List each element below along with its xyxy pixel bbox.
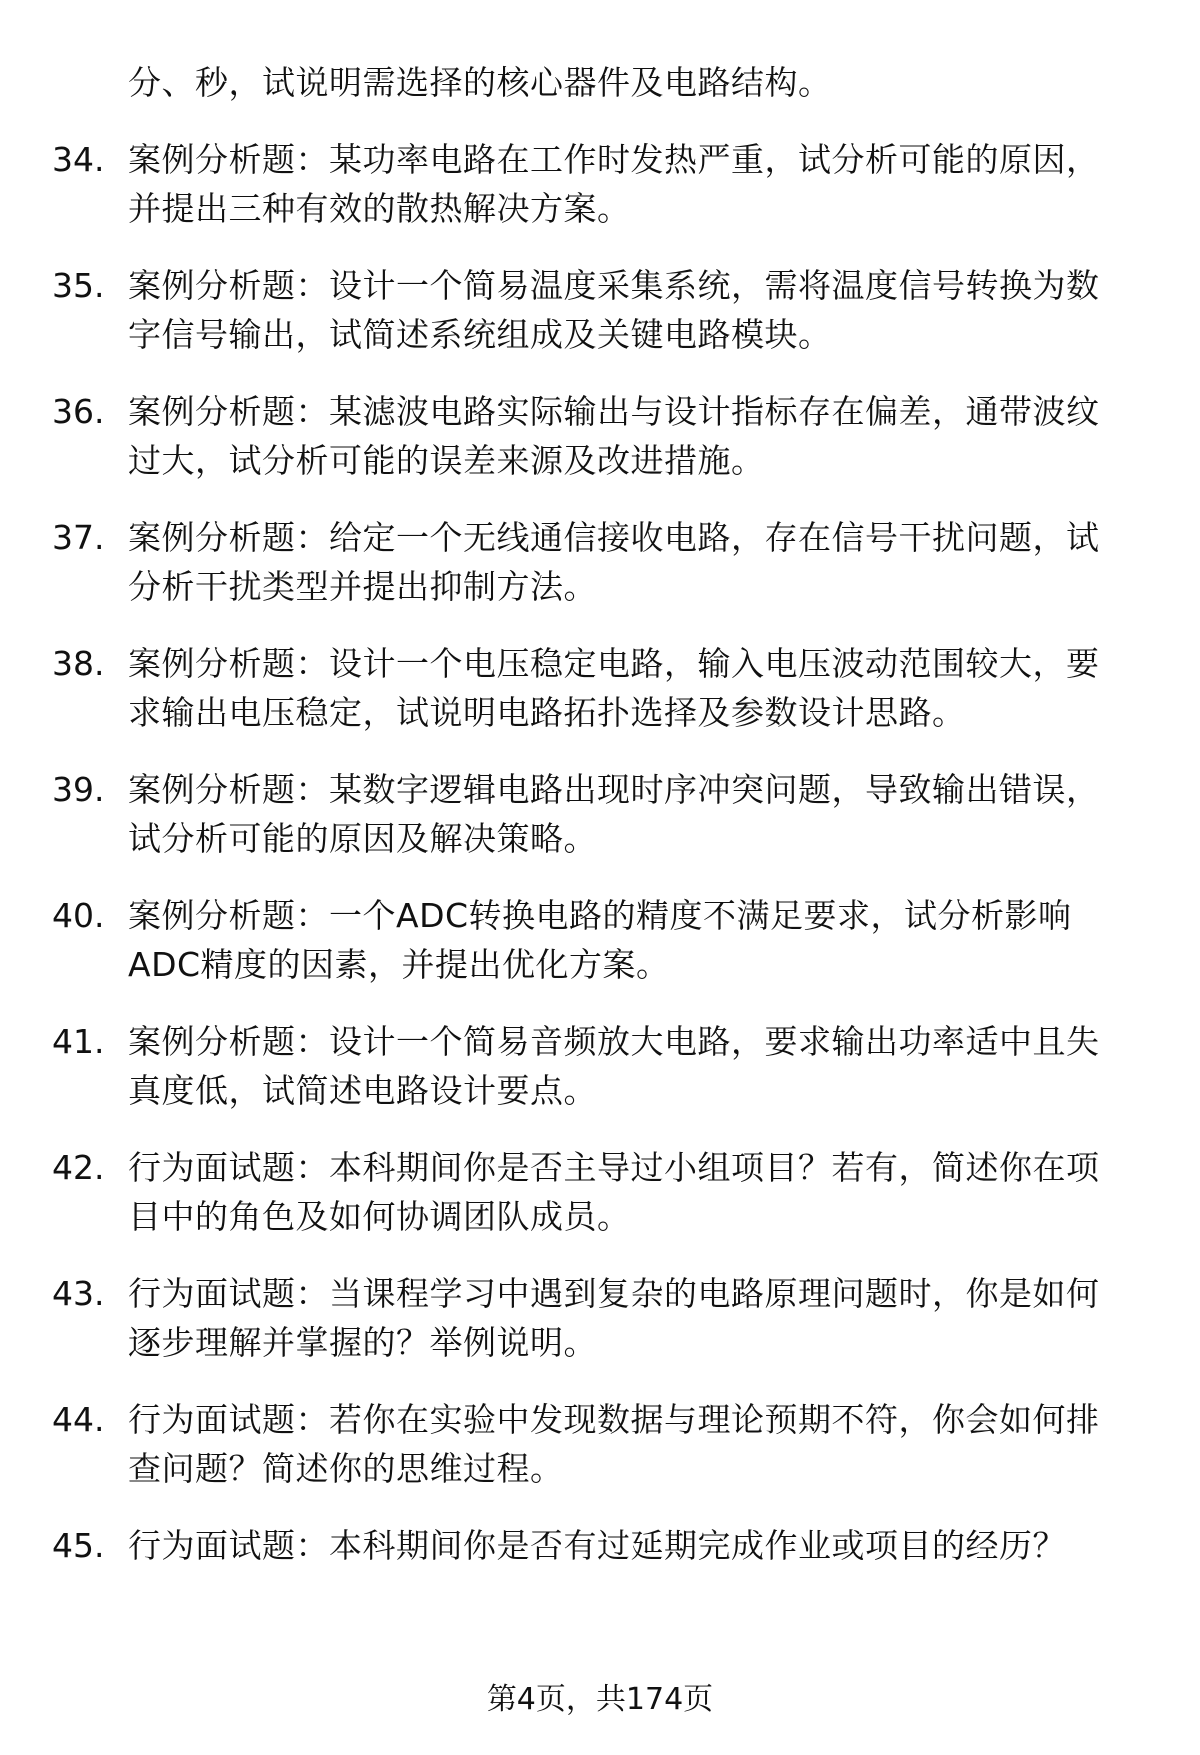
question-text: 行为面试题：本科期间你是否有过延期完成作业或项目的经历？: [128, 1526, 1066, 1565]
question-number: 34.: [52, 140, 105, 179]
question-item-41: [52, 1017, 1152, 1115]
question-item-34: [52, 135, 1152, 233]
question-item-39: [52, 765, 1152, 863]
question-item-43: [52, 1269, 1152, 1367]
question-list: [52, 58, 1152, 1598]
question-text: 案例分析题：一个ADC转换电路的精度不满足要求，试分析影响ADC精度的因素，并提出优化方案。: [128, 896, 1072, 984]
question-item-45: [52, 1521, 1152, 1570]
question-number: 40.: [52, 896, 105, 935]
question-number: 38.: [52, 644, 105, 683]
question-number: 37.: [52, 518, 105, 557]
question-item-42: [52, 1143, 1152, 1241]
question-item-36: [52, 387, 1152, 485]
question-text: 案例分析题：给定一个无线通信接收电路，存在信号干扰问题，试分析干扰类型并提出抑制方法。: [128, 518, 1100, 606]
question-number: 36.: [52, 392, 105, 431]
question-text: 案例分析题：设计一个简易温度采集系统，需将温度信号转换为数字信号输出，试简述系统组成及关键电路模块。: [128, 266, 1100, 354]
question-item-44: [52, 1395, 1152, 1493]
question-text: 案例分析题：设计一个电压稳定电路，输入电压波动范围较大，要求输出电压稳定，试说明电路拓扑选择及参数设计思路。: [128, 644, 1100, 732]
question-number: 44.: [52, 1400, 105, 1439]
question-text: 案例分析题：设计一个简易音频放大电路，要求输出功率适中且失真度低，试简述电路设计要点。: [128, 1022, 1100, 1110]
question-continuation: [52, 58, 1152, 107]
question-number: 39.: [52, 770, 105, 809]
question-text: 分、秒，试说明需选择的核心器件及电路结构。: [128, 63, 832, 102]
question-number: 43.: [52, 1274, 105, 1313]
question-item-37: [52, 513, 1152, 611]
question-text: 行为面试题：当课程学习中遇到复杂的电路原理问题时，你是如何逐步理解并掌握的？举例说明。: [128, 1274, 1100, 1362]
question-item-40: [52, 891, 1152, 989]
question-number: 45.: [52, 1526, 105, 1565]
question-number: 41.: [52, 1022, 105, 1061]
question-text: 案例分析题：某数字逻辑电路出现时序冲突问题，导致输出错误，试分析可能的原因及解决策略。: [128, 770, 1100, 858]
question-text: 案例分析题：某滤波电路实际输出与设计指标存在偏差，通带波纹过大，试分析可能的误差来源及改进措施。: [128, 392, 1100, 480]
question-text: 行为面试题：若你在实验中发现数据与理论预期不符，你会如何排查问题？简述你的思维过程。: [128, 1400, 1100, 1488]
question-item-38: [52, 639, 1152, 737]
question-number: 42.: [52, 1148, 105, 1187]
page-number-footer: 第4页，共174页: [486, 1682, 714, 1717]
question-number: 35.: [52, 266, 105, 305]
question-text: 行为面试题：本科期间你是否主导过小组项目？若有，简述你在项目中的角色及如何协调团队成员。: [128, 1148, 1100, 1236]
question-text: 案例分析题：某功率电路在工作时发热严重，试分析可能的原因，并提出三种有效的散热解决方案。: [128, 140, 1100, 228]
question-item-35: [52, 261, 1152, 359]
